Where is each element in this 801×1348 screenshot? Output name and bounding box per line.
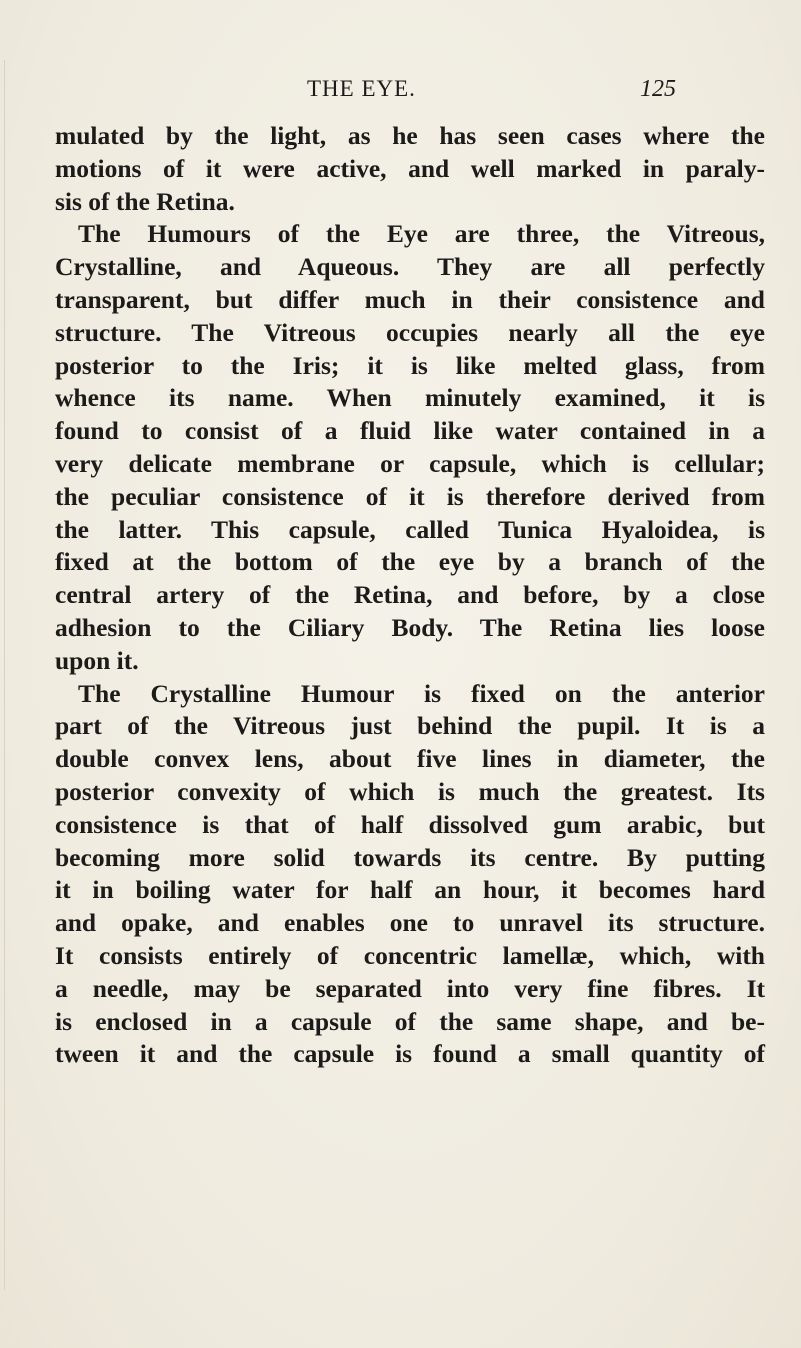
text-line: the latter. This capsule, called Tunica Hyaloidea, is	[55, 514, 765, 544]
text-line: it in boiling water for half an hour, it becomes hard	[55, 875, 765, 905]
text-line: becoming more solid towards its centre. By putting	[55, 842, 765, 872]
text-line: upon it.	[55, 645, 139, 675]
body-text	[55, 120, 765, 1071]
text-line: whence its name. When minutely examined, it is	[55, 383, 765, 413]
text-line: consistence is that of half dissolved gum arabic, but	[55, 809, 765, 839]
text-line: fixed at the bottom of the eye by a branch of the	[55, 547, 765, 577]
text-line: tween it and the capsule is found a small quantity of	[55, 1039, 765, 1069]
text-line: It consists entirely of concentric lamellæ, which, with	[55, 940, 765, 970]
text-line: and opake, and enables one to unravel its structure.	[55, 908, 765, 938]
text-line: adhesion to the Ciliary Body. The Retina lies loose	[55, 612, 765, 642]
text-line: The Humours of the Eye are three, the Vitreous,	[78, 219, 765, 249]
text-line: Crystalline, and Aqueous. They are all perfectly	[55, 252, 765, 282]
text-line: posterior to the Iris; it is like melted glass, from	[55, 350, 765, 380]
text-line: posterior convexity of which is much the greatest. Its	[55, 776, 765, 806]
text-line: motions of it were active, and well marked in paraly-	[55, 153, 765, 183]
page-header	[0, 76, 801, 106]
text-line: sis of the Retina.	[55, 186, 235, 216]
page-gutter-edge	[4, 60, 5, 1290]
text-line: the peculiar consistence of it is therefore derived from	[55, 481, 765, 511]
text-line: double convex lens, about five lines in diameter, the	[55, 744, 765, 774]
text-line: central artery of the Retina, and before, by a close	[55, 580, 765, 610]
text-line: mulated by the light, as he has seen cases where the	[55, 121, 765, 150]
page-number: 125	[640, 76, 676, 102]
text-line: very delicate membrane or capsule, which is cellular;	[55, 448, 765, 478]
text-line: is enclosed in a capsule of the same shape, and be-	[55, 1006, 765, 1036]
text-line: found to consist of a fluid like water contained in a	[55, 416, 765, 446]
text-line: part of the Vitreous just behind the pupil. It is a	[55, 711, 765, 741]
text-line: transparent, but differ much in their consistence and	[55, 284, 765, 314]
running-head: THE EYE.	[307, 76, 416, 101]
text-line: structure. The Vitreous occupies nearly all the eye	[55, 317, 765, 347]
text-line: a needle, may be separated into very fine fibres. It	[55, 973, 765, 1003]
text-line: The Crystalline Humour is fixed on the anterior	[78, 678, 765, 708]
